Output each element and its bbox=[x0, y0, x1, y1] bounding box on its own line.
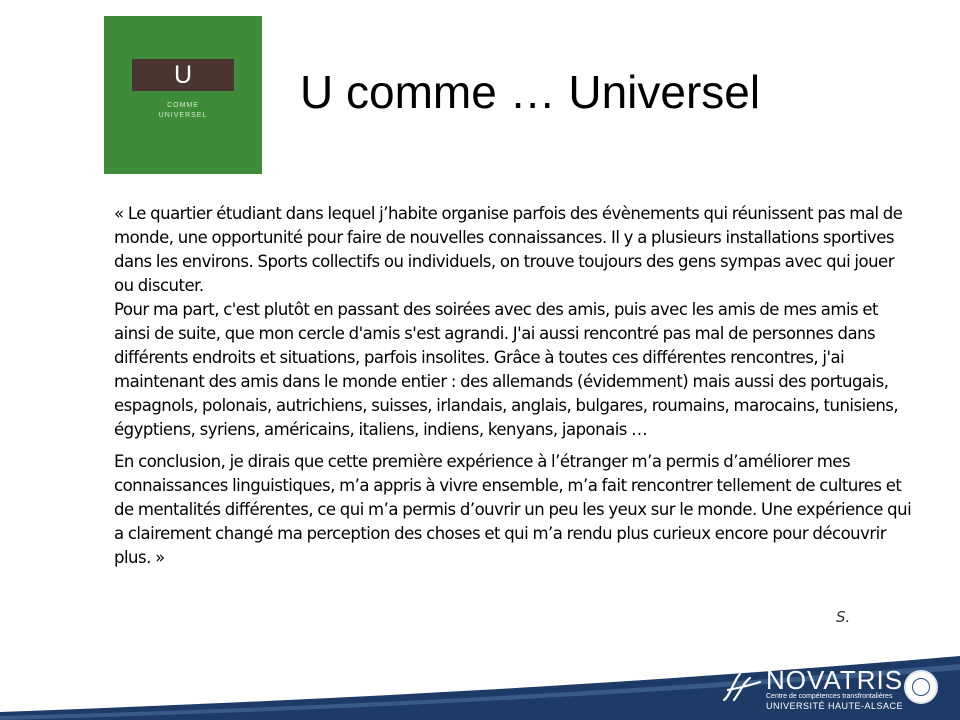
slide-title: U comme … Universel bbox=[300, 66, 761, 118]
signature: S. bbox=[836, 608, 851, 626]
footer-brand: NOVATRIS bbox=[766, 665, 904, 695]
logo-caption-line2: UNIVERSEL bbox=[158, 112, 208, 119]
university-seal-icon bbox=[904, 670, 938, 704]
logo-caption-line1: COMME bbox=[167, 102, 199, 109]
footer-subtitle: Centre de compétences transfrontalières bbox=[766, 693, 893, 700]
novatris-mark-icon bbox=[720, 670, 762, 706]
paragraph-1: « Le quartier étudiant dans lequel j’habite organise parfois des évènements qui réunissent pas mal de monde, une opportunité pour faire de nouvelles connaissances. Il y a plusieurs installations sportives dans les environs. Sports collectifs ou individuels, on trouve toujours des gens sympas avec qui jouer ou discuter. bbox=[114, 204, 903, 295]
logo-caption bbox=[104, 101, 262, 121]
logo-letter: U bbox=[132, 59, 234, 91]
seal-inner-ring bbox=[912, 678, 930, 696]
novatris-logo bbox=[720, 665, 904, 711]
paragraph-2: Pour ma part, c'est plutôt en passant des soirées avec des amis, puis avec les amis de mes amis et ainsi de suite, que mon cercle d'amis s'est agrandi. J'ai aussi rencontré pas mal de personnes dans différents endroits et situations, parfois insolites. Grâce à toutes ces différentes rencontres, j'ai maintenant des amis dans le monde entier : des allemands (évidemment) mais aussi des portugais, espagnols, polonais, autrichiens, suisses, irlandais, anglais, bulgares, roumains, marocains, tunisiens, égyptiens, syriens, américains, italiens, indiens, kenyans, japonais … bbox=[114, 300, 899, 439]
comme-universel-logo bbox=[104, 16, 262, 174]
testimonial-text bbox=[114, 202, 914, 570]
footer-university: UNIVERSITÉ HAUTE-ALSACE bbox=[766, 701, 904, 711]
paragraph-3: En conclusion, je dirais que cette première expérience à l’étranger m’a permis d’améliorer mes connaissances linguistiques, m’a appris à vivre ensemble, m’a fait rencontrer tellement de cultures et de mentalités différentes, ce qui m’a permis d’ouvrir un peu les yeux sur le monde. Une expérience qui a clairement changé ma perception des choses et qui m’a rendu plus curieux encore pour découvrir plus. » bbox=[114, 452, 912, 567]
